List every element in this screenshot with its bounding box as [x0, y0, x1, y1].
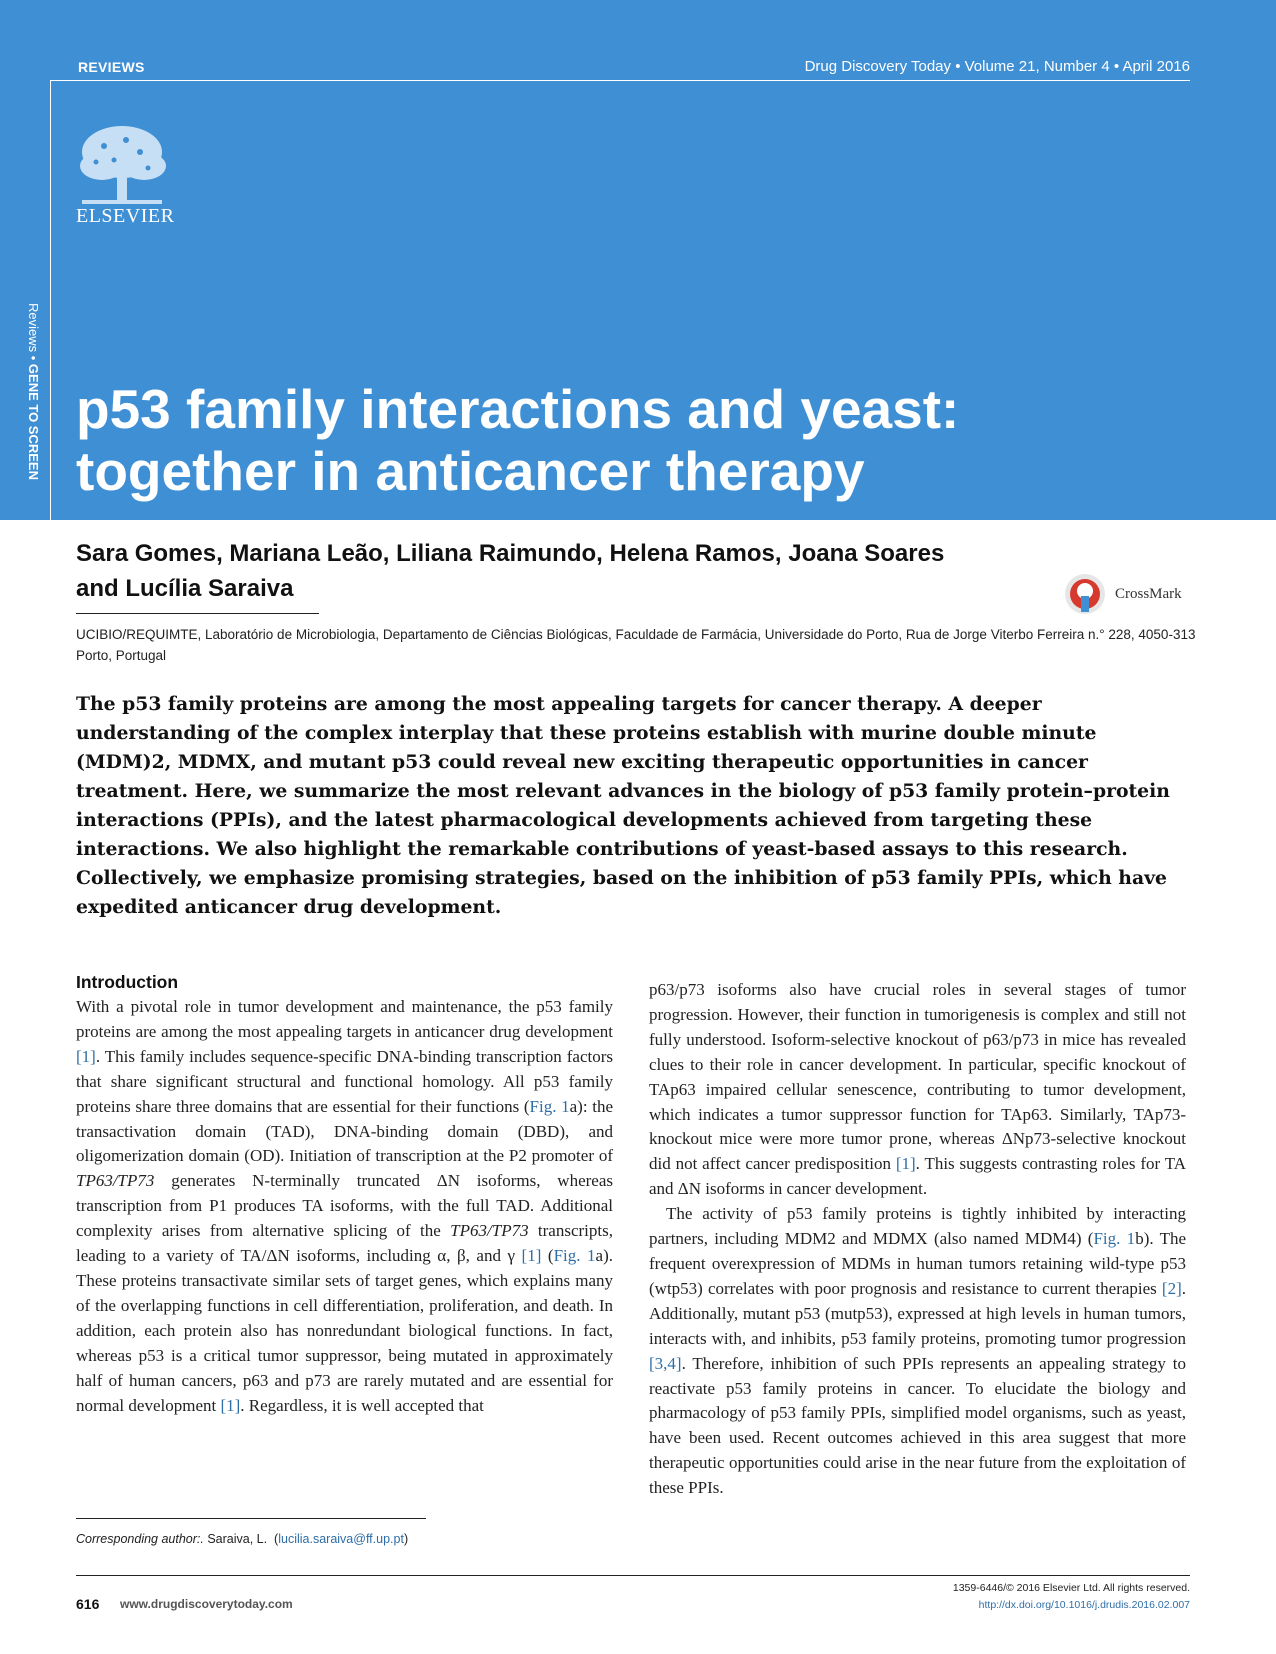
intro-paragraph-1 — [76, 995, 613, 1418]
text-run: generates N-terminally truncated ΔN isoforms, whereas transcription from P1 produces TA isoforms, with the full TAD. Additional complexity arises from alternative splicing of the — [76, 1171, 613, 1241]
text-run: ( — [541, 1246, 554, 1266]
affiliation: UCIBIO/REQUIMTE, Laboratório de Microbiologia, Departamento de Ciências Biológicas, Faculdade de Farmácia, Universidade do Porto, Rua de Jorge Viterbo Ferreira n.° 228, 4050-313 Porto, Portugal — [76, 627, 1196, 663]
introduction-heading: Introduction — [76, 972, 179, 992]
footnote-name: Saraiva, L. — [207, 1532, 268, 1546]
elsevier-wordmark: ELSEVIER — [76, 205, 175, 227]
figure-link[interactable]: Fig. 1 — [1093, 1229, 1136, 1249]
footer-rule — [76, 1575, 1190, 1576]
authors-rule — [76, 613, 319, 614]
footnote-label: Corresponding author:. — [76, 1532, 204, 1546]
header-top-rule — [50, 80, 1190, 81]
text-run: b). The frequent overexpression of MDMs in human tumors retaining wild-type p53 (wtp53) correlates with poor prognosis and resistance to current therapies — [649, 1229, 1186, 1298]
side-category-label — [26, 303, 41, 480]
title-line-1: p53 family interactions and yeast: — [76, 378, 960, 440]
citation-link[interactable]: [1] — [521, 1246, 542, 1266]
author-email-link[interactable]: lucilia.saraiva@ff.up.pt — [278, 1532, 404, 1546]
corresponding-author-note: Corresponding author:. Saraiva, L. (lucilia.saraiva@ff.up.pt) — [76, 1532, 409, 1546]
text-run: transcripts, leading to a variety of TA/ΔN isoforms, including α, β, and γ — [76, 1221, 613, 1266]
title-line-2: together in anticancer therapy — [76, 440, 865, 502]
citation-link[interactable]: [1] — [220, 1395, 241, 1415]
side-label-prefix: Reviews • — [26, 303, 41, 364]
journal-info: Drug Discovery Today • Volume 21, Number 4 • April 2016 — [804, 58, 1190, 75]
journal-website[interactable]: www.drugdiscoverytoday.com — [120, 1597, 293, 1611]
gene-name: TP63/TP73 — [76, 1171, 155, 1191]
body-column-left — [76, 970, 613, 1418]
citation-link[interactable]: [2] — [1161, 1278, 1182, 1298]
copyright-notice: 1359-6446/© 2016 Elsevier Ltd. All rights reserved. — [952, 1582, 1190, 1594]
page-number: 616 — [76, 1596, 100, 1612]
intro-paragraph-2 — [649, 1202, 1186, 1501]
citation-link[interactable]: [1] — [76, 1046, 96, 1066]
text-run: p63/p73 isoforms also have crucial roles in several stages of tumor progression. However, their function in tumorigenesis is complex and still not fully understood. Isoform-selective knockout of p63/p73 in mice has revealed clues to their role in cancer development. In particular, specific knockout of TAp63 impaired cellular senescence, contributing to tumor development, which indicates a tumor suppressor function for TAp63. Similarly, TAp73-knockout mice were more tumor prone, whereas ΔNp73-selective knockout did not affect cancer predisposition — [649, 980, 1186, 1174]
doi-link[interactable]: http://dx.doi.org/10.1016/j.drudis.2016.02.007 — [978, 1599, 1190, 1611]
author-list — [76, 536, 1056, 606]
footnote-rule — [76, 1518, 426, 1519]
citation-link[interactable]: [1] — [895, 1154, 916, 1174]
text-run: . This family includes sequence-specific DNA-binding transcription factors that share significant structural and functional homology. All p53 family proteins share three domains that are essential for their functions ( — [76, 1046, 613, 1116]
figure-link[interactable]: Fig. 1 — [553, 1246, 596, 1266]
text-run: . Additionally, mutant p53 (mutp53), expressed at high levels in human tumors, interacts with, and inhibits, p53 family proteins, promoting tumor progression — [649, 1278, 1186, 1348]
text-run: . Regardless, it is well accepted that — [240, 1395, 484, 1415]
text-run: a): the transactivation domain (TAD), DNA-binding domain (DBD), and oligomerization domain (OD). Initiation of transcription at the P2 promoter of — [76, 1096, 614, 1166]
text-run: a). These proteins transactivate similar sets of target genes, which explains many of the overlapping functions in cell differentiation, proliferation, and death. In addition, each protein also has nonredundant biological functions. In fact, whereas p53 is a critical tumor suppressor, being mutated in approximately half of human cancers, p63 and p73 are rarely mutated and are essential for normal development — [76, 1246, 613, 1415]
article-title — [76, 378, 1176, 502]
citation-link[interactable]: [3,4] — [649, 1353, 682, 1373]
header-left-rule — [50, 80, 51, 520]
text-run: . Therefore, inhibition of such PPIs represents an appealing strategy to reactivate p53 family proteins in cancer. To elucidate the biology and pharmacology of p53 family PPIs, simplified model organisms, such as yeast, have been used. Recent outcomes achieved in this area suggest that more therapeutic opportunities could arise in the near future from the exploitation of these PPIs. — [649, 1353, 1186, 1498]
authors-line-2: and Lucília Saraiva — [76, 575, 294, 602]
text-run: . This suggests contrasting roles for TA and ΔN isoforms in cancer development. — [649, 1154, 1186, 1199]
side-label-bold: GENE TO SCREEN — [26, 363, 41, 480]
gene-name: TP63/TP73 — [450, 1221, 529, 1241]
figure-link[interactable]: Fig. 1 — [529, 1096, 570, 1116]
text-run: With a pivotal role in tumor development and maintenance, the p53 family proteins are among the most appealing targets in anticancer drug development — [76, 997, 613, 1041]
crossmark-label[interactable]: CrossMark — [1115, 586, 1182, 602]
intro-paragraph-1-continued — [649, 978, 1186, 1202]
text-run: The activity of p53 family proteins is tightly inhibited by interacting partners, including MDM2 and MDMX (also named MDM4) ( — [649, 1204, 1186, 1249]
section-label: REVIEWS — [78, 59, 145, 75]
body-column-right — [649, 978, 1186, 1501]
abstract: The p53 family proteins are among the most appealing targets for cancer therapy. A deeper understanding of the complex interplay that these proteins establish with murine double minute (MDM)2, MDMX, and mutant p53 could reveal new exciting therapeutic opportunities in cancer treatment. Here, we summarize the most relevant advances in the biology of p53 family protein–protein interactions (PPIs), and the latest pharmacological developments achieved from targeting these interactions. We also highlight the remarkable contributions of yeast-based assays to this research. Collectively, we emphasize promising strategies, based on the inhibition of p53 family PPIs, which have expedited anticancer drug development. — [76, 693, 1170, 918]
authors-line-1: Sara Gomes, Mariana Leão, Liliana Raimundo, Helena Ramos, Joana Soares — [76, 540, 945, 567]
